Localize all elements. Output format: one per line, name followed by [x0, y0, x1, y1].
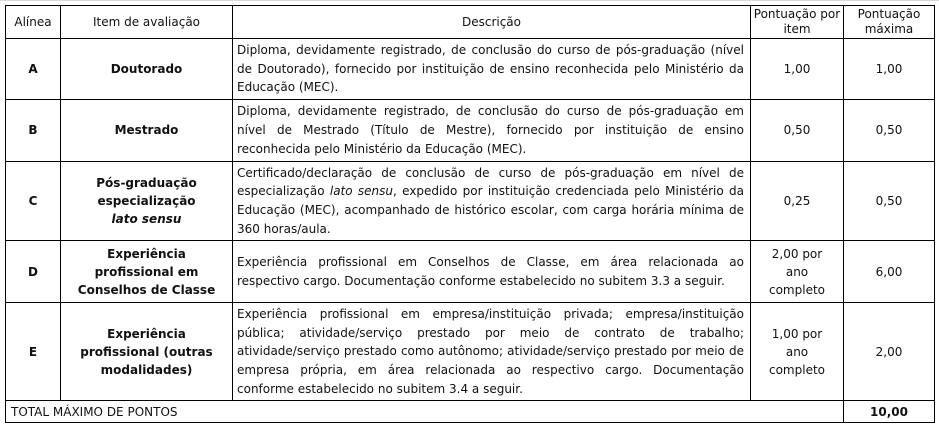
item-label-line-1: Experiência	[107, 246, 186, 261]
table-row	[6, 241, 935, 303]
pontuacao-item-cell: 1,00	[751, 39, 844, 100]
pontuacao-maxima-cell: 6,00	[844, 241, 935, 303]
table-row	[6, 99, 935, 161]
item-label: Mestrado	[114, 123, 179, 138]
descricao-cell	[233, 303, 751, 401]
item-label-line-1: Experiência	[107, 326, 186, 341]
alinea-cell: D	[6, 241, 61, 303]
alinea-cell: B	[6, 99, 61, 161]
item-cell	[61, 99, 233, 161]
pontuacao-item-cell: 0,25	[751, 161, 844, 240]
descricao-text-post: , expedido por instituição credenciada pelo Ministério da Educação (MEC), acompanhado de histórico escolar, com carga horária mínima de 360 horas/aula.	[237, 184, 744, 236]
table-row	[6, 39, 935, 100]
descricao-text-italic: lato sensu	[329, 184, 394, 199]
descricao-cell	[233, 39, 751, 100]
header-descricao: Descrição	[233, 6, 751, 39]
descricao-cell	[233, 241, 751, 303]
item-label-line-3: modalidades)	[100, 362, 193, 377]
pontuacao-item-cell: 2,00 por ano completo	[751, 241, 844, 303]
header-row	[6, 6, 935, 39]
header-pontuacao-maxima: Pontuação máxima	[844, 6, 935, 39]
descricao-text: Diploma, devidamente registrado, de conclusão do curso de pós-graduação (nível de Doutorado), fornecido por instituição de ensino reconhecida pelo Ministério da Educação (MEC).	[237, 43, 744, 95]
item-label-line-3	[65, 210, 228, 228]
total-value: 10,00	[844, 401, 935, 423]
pontuacao-maxima-cell: 0,50	[844, 161, 935, 240]
item-label-line-2: profissional em	[94, 264, 199, 279]
header-alinea: Alínea	[6, 6, 61, 39]
item-label-line-1: Pós-graduação	[96, 175, 197, 190]
header-pontuacao-item: Pontuação por item	[751, 6, 844, 39]
total-row	[6, 401, 935, 423]
item-cell	[61, 241, 233, 303]
alinea-cell: E	[6, 303, 61, 401]
descricao-text: Experiência profissional em empresa/instituição privada; empresa/instituição pública; atividade/serviço prestado por meio de contrato de trabalho; atividade/serviço prestado como autônomo; atividade/serviço prestado por meio de empresa própria, em área relacionada ao respectivo cargo. Documentação conforme estabelecido no subitem 3.4 a seguir.	[237, 307, 744, 396]
item-cell	[61, 161, 233, 240]
item-label-line-2: profissional (outras	[80, 344, 213, 359]
total-label: TOTAL MÁXIMO DE PONTOS	[6, 401, 844, 423]
item-cell	[61, 39, 233, 100]
pontuacao-item-cell: 0,50	[751, 99, 844, 161]
pontuacao-item-cell: 1,00 por ano completo	[751, 303, 844, 401]
descricao-text-pre: Certificado/declaração de conclusão de curso de pós-graduação em nível de especialização	[237, 165, 744, 199]
descricao-text: Experiência profissional em Conselhos de Classe, em área relacionada ao respectivo cargo. Documentação conforme estabelecido no subitem 3.3 a seguir.	[237, 255, 744, 288]
item-label-italic: lato sensu	[111, 211, 182, 226]
pontuacao-maxima-cell: 0,50	[844, 99, 935, 161]
item-cell	[61, 303, 233, 401]
evaluation-table	[5, 5, 935, 423]
table-row	[6, 161, 935, 240]
pontuacao-maxima-cell: 2,00	[844, 303, 935, 401]
pontuacao-maxima-cell: 1,00	[844, 39, 935, 100]
descricao-cell	[233, 99, 751, 161]
descricao-text: Diploma, devidamente registrado, de conclusão do curso de pós-graduação em nível de Mestrado (Título de Mestre), fornecido por instituição de ensino reconhecida pelo Ministério da Educação (MEC).	[237, 104, 744, 156]
item-label: Doutorado	[110, 61, 183, 76]
item-label-line-3: Conselhos de Classe	[77, 282, 216, 297]
alinea-cell: C	[6, 161, 61, 240]
alinea-cell: A	[6, 39, 61, 100]
header-item: Item de avaliação	[61, 6, 233, 39]
descricao-cell	[233, 161, 751, 240]
item-label-line-2: especialização	[97, 193, 196, 208]
table-row	[6, 303, 935, 401]
